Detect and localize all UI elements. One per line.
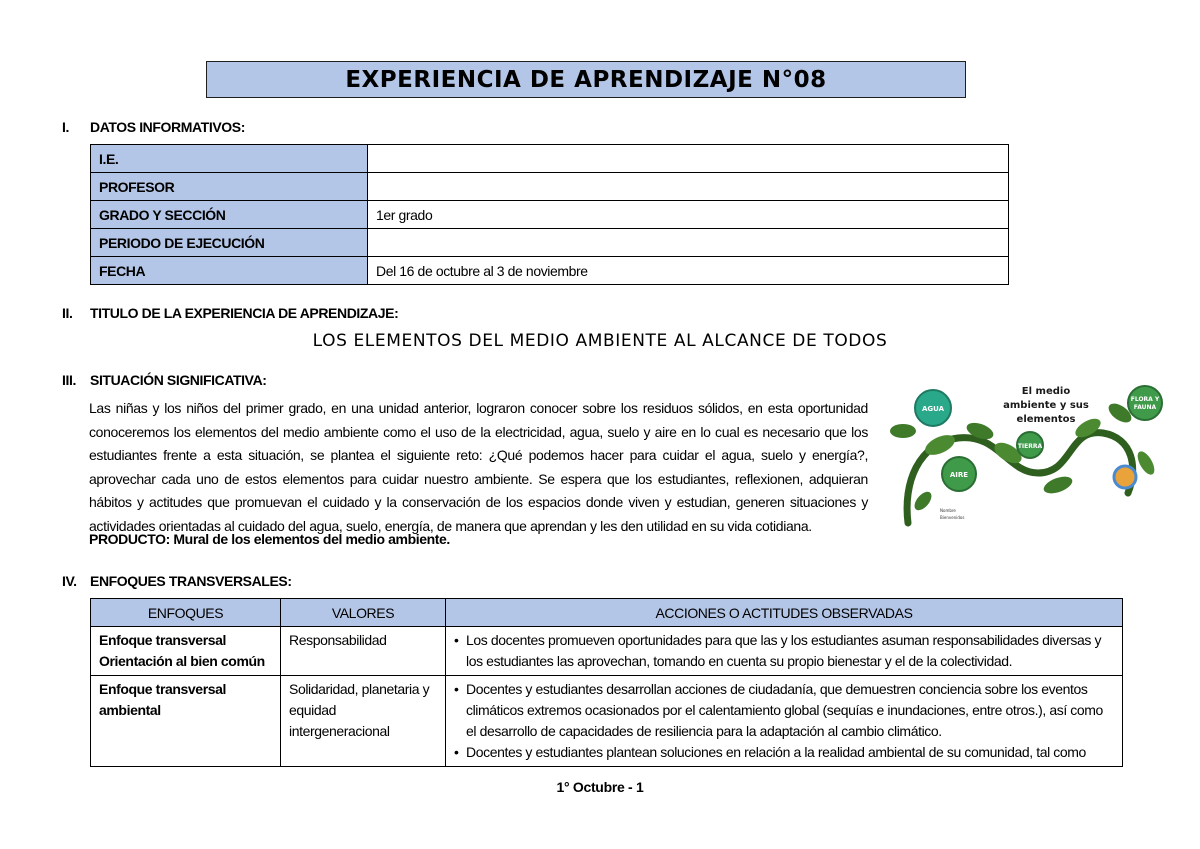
producto-line (89, 531, 450, 547)
leaf (1134, 449, 1157, 478)
header-valores: VALORES (281, 599, 446, 627)
accion-text: Los docentes promueven oportunidades para que las y los estudiantes asuman responsabilidades diversas y los estudiantes las aprovechan, tomando en cuenta su propio bienestar y el de la colectividad. (466, 632, 1102, 669)
datos-informativos-table (90, 144, 1009, 285)
earth-icon (1114, 466, 1136, 488)
valores-cell (281, 627, 446, 676)
enfoques-table (90, 598, 1123, 767)
section-number: II. (62, 305, 73, 321)
bullet-icon: • (454, 744, 459, 760)
document-title: EXPERIENCIA DE APRENDIZAJE N°08 (206, 61, 966, 98)
situacion-paragraph: Las niñas y los niños del primer grado, en una unidad anterior, lograron conocer sobre los residuos sólidos, en esta oportunidad conoceremos los elementos del medio ambiente como el uso de la electricidad, agua, suelo y aire en lo cual es necesario que los estudiantes frente a esta situación, se plantea el siguiente reto: ¿Qué podemos hacer para cuidar el agua, suelo y energía?, aprovechar cada uno de estos elementos para cuidar nuestro ambiente. Se espera que los estudiantes, reflexionen, adquieran hábitos y actitudes que promuevan el cuidado y la conservación de los espacios donde viven y estudian, generen situaciones y actividades orientadas al cuidado del agua, suelo, energía, de manera que aprendan y les den utilidad en su vida cotidiana. (89, 400, 868, 534)
datos-label-profesor: PROFESOR (91, 173, 368, 201)
table-row (91, 201, 1009, 229)
list-item (454, 742, 1114, 763)
datos-value-fecha: Del 16 de octubre al 3 de noviembre (368, 257, 1009, 285)
bubble-agua-label: AGUA (921, 405, 945, 413)
table-row (91, 173, 1009, 201)
section-situacion (62, 372, 267, 388)
datos-value-profesor (368, 173, 1009, 201)
accion-text: Docentes y estudiantes desarrollan acciones de ciudadanía, que demuestren conciencia sobre los eventos climáticos extremos ocasionados por el calentamiento global (sequías e inundaciones, entre otros.), así como el desarrollo de capacidades de resiliencia para la adaptación al cambio climático. (466, 681, 1103, 739)
section-titulo (62, 305, 398, 321)
valores-line: Solidaridad, planetaria y equidad (289, 681, 430, 718)
page-footer: 1° Octubre - 1 (556, 779, 644, 795)
illustration-title-3: elementos (1016, 414, 1076, 425)
illustration-caption-1: Nombre (940, 508, 956, 513)
leaf (890, 424, 916, 438)
table-row (91, 145, 1009, 173)
section-number: IV. (62, 573, 77, 589)
section-label: ENFOQUES TRANSVERSALES: (90, 573, 292, 589)
enfoque-cell (91, 627, 281, 676)
valores-cell (281, 676, 446, 767)
illustration-title-1: El medio (1021, 386, 1071, 397)
bubble-tierra-label: TIERRA (1017, 443, 1043, 450)
bubble-flora (1128, 386, 1162, 420)
datos-label-grado: GRADO Y SECCIÓN (91, 201, 368, 229)
list-item (454, 630, 1114, 672)
leaf (1042, 473, 1075, 496)
producto-text: Mural de los elementos del medio ambiente. (173, 531, 450, 547)
table-row (91, 257, 1009, 285)
valores-line: intergeneracional (289, 723, 390, 739)
enfoque-line: Enfoque transversal (99, 632, 226, 648)
enfoque-line: Enfoque transversal (99, 681, 226, 697)
section-datos-informativos (62, 119, 245, 135)
illustration-title-2: ambiente y sus (1003, 400, 1089, 411)
datos-label-periodo: PERIODO DE EJECUCIÓN (91, 229, 368, 257)
header-acciones: ACCIONES O ACTITUDES OBSERVADAS (446, 599, 1123, 627)
datos-value-ie (368, 145, 1009, 173)
bullet-icon: • (454, 681, 459, 697)
section-label: DATOS INFORMATIVOS: (90, 119, 245, 135)
section-label: SITUACIÓN SIGNIFICATIVA: (90, 372, 267, 388)
illustration-caption-2: Bienvenidos (940, 515, 965, 520)
bubble-fauna-label: FAUNA (1133, 404, 1157, 411)
table-row (91, 676, 1123, 767)
accion-text: Docentes y estudiantes plantean soluciones en relación a la realidad ambiental de su comunidad, tal como (466, 744, 1086, 760)
section-enfoques (62, 573, 292, 589)
enfoque-line: ambiental (99, 702, 161, 718)
experience-title: LOS ELEMENTOS DEL MEDIO AMBIENTE AL ALCANCE DE TODOS (312, 331, 888, 351)
acciones-cell (446, 627, 1123, 676)
acciones-cell (446, 676, 1123, 767)
leaf (911, 489, 934, 514)
environment-illustration (888, 373, 1173, 533)
datos-value-periodo (368, 229, 1009, 257)
header-enfoques: ENFOQUES (91, 599, 281, 627)
producto-label: PRODUCTO: (89, 531, 170, 547)
table-row (91, 229, 1009, 257)
table-row (91, 627, 1123, 676)
table-header-row (91, 599, 1123, 627)
valores-line: Responsabilidad (289, 632, 387, 648)
section-number: I. (62, 119, 69, 135)
list-item (454, 679, 1114, 742)
datos-label-ie: I.E. (91, 145, 368, 173)
bullet-icon: • (454, 632, 459, 648)
section-label: TITULO DE LA EXPERIENCIA DE APRENDIZAJE: (90, 305, 399, 321)
enfoque-line: Orientación al bien común (99, 653, 265, 669)
datos-label-fecha: FECHA (91, 257, 368, 285)
enfoque-cell (91, 676, 281, 767)
bubble-aire-label: AIRE (949, 471, 969, 479)
bubble-flora-label: FLORA Y (1130, 396, 1160, 403)
section-number: III. (62, 372, 76, 388)
datos-value-grado: 1er grado (368, 201, 1009, 229)
